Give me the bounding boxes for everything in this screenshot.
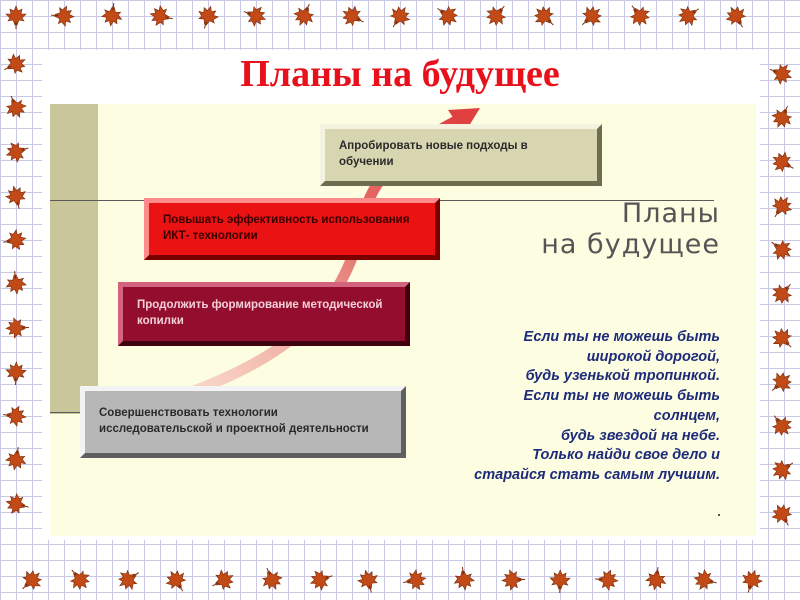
- quote-line: будь узенькой тропинкой.: [525, 368, 720, 385]
- side-title: [541, 198, 720, 260]
- maple-leaf-icon: [501, 569, 525, 590]
- quote-block: [360, 328, 720, 486]
- maple-leaf-icon: [208, 567, 238, 595]
- maple-leaf-icon: [4, 492, 31, 517]
- maple-leaf-icon: [739, 568, 765, 596]
- maple-leaf-icon: [50, 5, 74, 27]
- maple-leaf-icon: [692, 568, 719, 593]
- quote-line: Только найди свое дело и: [532, 447, 720, 464]
- page-title: Планы на будущее: [240, 53, 560, 95]
- maple-leaf-icon: [356, 568, 381, 595]
- quote-line: будь звездой на небе.: [561, 427, 720, 444]
- maple-leaf-icon: [4, 445, 28, 471]
- plan-step-3: Повышать эффективность использования ИКТ- технологии: [144, 198, 440, 260]
- maple-leaf-icon: [5, 270, 27, 295]
- maple-leaf-icon: [101, 2, 124, 28]
- maple-leaf-icon: [6, 318, 30, 339]
- maple-leaf-icon: [452, 566, 475, 591]
- maple-leaf-icon: [645, 566, 668, 592]
- maple-leaf-icon: [3, 138, 31, 164]
- maple-leaf-icon: [385, 2, 414, 32]
- maple-leaf-icon: [401, 568, 427, 592]
- maple-leaf-icon: [550, 570, 570, 593]
- diagram-slide: [50, 104, 756, 536]
- maple-leaf-icon: [148, 4, 175, 28]
- quote-line: Если ты не можешь быть: [523, 388, 720, 405]
- maple-leaf-icon: [114, 564, 144, 594]
- maple-leaf-icon: [4, 184, 29, 211]
- maple-leaf-icon: [2, 405, 27, 427]
- maple-leaf-icon: [767, 192, 796, 222]
- maple-leaf-icon: [2, 92, 29, 121]
- maple-leaf-icon: [769, 102, 797, 131]
- maple-leaf-icon: [162, 566, 191, 596]
- maple-leaf-icon: [768, 455, 798, 484]
- maple-leaf-icon: [1, 228, 27, 252]
- maple-leaf-icon: [432, 0, 462, 30]
- maple-leaf-icon: [766, 234, 796, 264]
- maple-leaf-icon: [16, 566, 46, 596]
- maple-leaf-icon: [482, 0, 512, 30]
- maple-leaf-icon: [624, 0, 654, 30]
- maple-leaf-icon: [240, 2, 268, 29]
- maple-leaf-icon: [768, 148, 798, 177]
- decorative-dot: [718, 514, 720, 516]
- maple-leaf-icon: [291, 0, 319, 29]
- plan-step-2: Продолжить формирование методической копилки: [118, 282, 410, 346]
- quote-line: старайся стать самым лучшим.: [474, 467, 720, 484]
- maple-leaf-icon: [594, 569, 619, 591]
- maple-leaf-icon: [64, 564, 94, 594]
- maple-leaf-icon: [6, 6, 26, 29]
- side-title-line-1: Планы: [621, 198, 720, 229]
- maple-leaf-icon: [530, 2, 560, 32]
- maple-leaf-icon: [258, 564, 285, 593]
- maple-leaf-icon: [768, 500, 797, 530]
- maple-leaf-icon: [722, 2, 751, 32]
- side-title-line-2: на будущее: [541, 229, 720, 261]
- plan-step-4: Апробировать новые подходы в обучении: [320, 124, 602, 186]
- maple-leaf-icon: [766, 368, 796, 398]
- maple-leaf-icon: [338, 2, 368, 30]
- maple-leaf-icon: [6, 362, 27, 386]
- maple-leaf-icon: [674, 0, 704, 29]
- plan-step-1: Совершенствовать технологии исследовательской и проектной деятельности: [80, 386, 406, 458]
- maple-leaf-icon: [768, 278, 798, 308]
- maple-leaf-icon: [768, 324, 798, 354]
- maple-leaf-icon: [195, 4, 221, 32]
- maple-leaf-icon: [766, 410, 796, 440]
- maple-leaf-icon: [307, 566, 335, 592]
- quote-line: широкой дорогой,: [586, 348, 720, 365]
- quote-line: Если ты не можешь быть: [523, 329, 720, 345]
- maple-leaf-icon: [576, 2, 606, 32]
- quote-line: солнцем,: [653, 407, 720, 424]
